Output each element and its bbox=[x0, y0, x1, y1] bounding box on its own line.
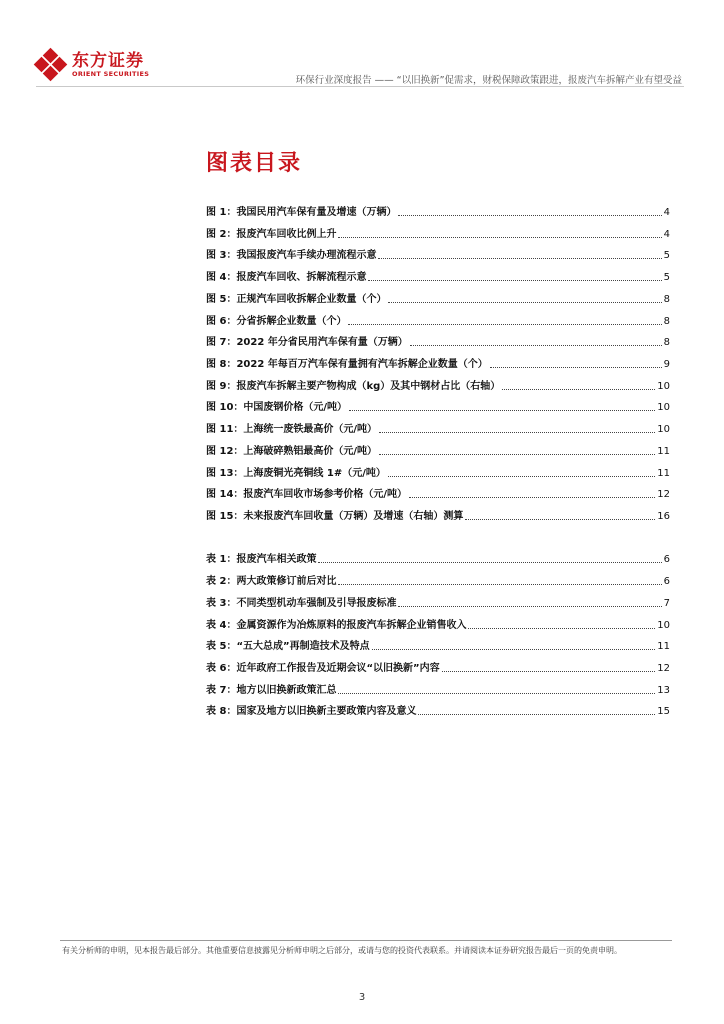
dot-leader bbox=[490, 367, 662, 368]
company-logo bbox=[36, 50, 149, 80]
toc-entry-figure-12[interactable] bbox=[206, 442, 670, 458]
dot-leader bbox=[388, 476, 655, 477]
dot-leader bbox=[465, 519, 655, 520]
toc-entry-table-6[interactable] bbox=[206, 659, 670, 675]
dot-leader bbox=[418, 714, 655, 715]
toc-entry-label: 图 6：分省拆解企业数量（个） bbox=[206, 316, 347, 327]
dot-leader bbox=[398, 215, 661, 216]
toc-entry-label: 图 12：上海破碎熟铝最高价（元/吨） bbox=[206, 446, 378, 457]
toc-entry-page: 13 bbox=[657, 685, 670, 696]
dot-leader bbox=[378, 258, 661, 259]
toc-entry-figure-9[interactable] bbox=[206, 377, 670, 393]
toc-entry-page: 11 bbox=[657, 446, 670, 457]
dot-leader bbox=[338, 693, 655, 694]
dot-leader bbox=[318, 562, 661, 563]
toc-entry-figure-7[interactable] bbox=[206, 333, 670, 349]
toc-entry-figure-1[interactable] bbox=[206, 203, 670, 219]
toc-entry-figure-13[interactable] bbox=[206, 464, 670, 480]
toc-entry-page: 4 bbox=[663, 207, 670, 218]
toc-entry-label: 图 8：2022 年每百万汽车保有量拥有汽车拆解企业数量（个） bbox=[206, 359, 488, 370]
header-divider bbox=[36, 86, 684, 87]
toc-entry-page: 5 bbox=[663, 250, 670, 261]
dot-leader bbox=[442, 671, 656, 672]
dot-leader bbox=[502, 389, 655, 390]
logo-name-cn: 东方证券 bbox=[72, 50, 144, 71]
toc-entry-label: 表 8：国家及地方以旧换新主要政策内容及意义 bbox=[206, 706, 417, 717]
toc-entry-figure-10[interactable] bbox=[206, 398, 670, 414]
dot-leader bbox=[368, 280, 661, 281]
toc-entry-figure-5[interactable] bbox=[206, 290, 670, 306]
toc-entry-page: 8 bbox=[663, 316, 670, 327]
page-number: 3 bbox=[358, 992, 366, 1003]
toc-entry-table-8[interactable] bbox=[206, 702, 670, 718]
toc-entry-page: 16 bbox=[657, 511, 670, 522]
toc-entry-page: 12 bbox=[657, 663, 670, 674]
report-subtitle: 环保行业深度报告 —— “以旧换新”促需求，财税保障政策跟进，报废汽车拆解产业有望受益 bbox=[295, 75, 682, 86]
logo-name-en: ORIENT SECURITIES bbox=[72, 69, 150, 78]
toc-title: 图表目录 bbox=[206, 151, 303, 176]
toc-entry-label: 表 2：两大政策修订前后对比 bbox=[206, 576, 337, 587]
toc-entry-table-3[interactable] bbox=[206, 594, 670, 610]
toc-entry-label: 表 5：“五大总成”再制造技术及特点 bbox=[206, 641, 370, 652]
toc-entry-label: 图 13：上海废铜光亮铜线 1#（元/吨） bbox=[206, 468, 386, 479]
toc-entry-figure-3[interactable] bbox=[206, 246, 670, 262]
toc-entry-label: 表 3：不同类型机动车强制及引导报废标准 bbox=[206, 598, 397, 609]
toc-entry-page: 9 bbox=[663, 359, 670, 370]
toc-entry-page: 10 bbox=[657, 620, 670, 631]
toc-entry-figure-8[interactable] bbox=[206, 355, 670, 371]
dot-leader bbox=[468, 628, 655, 629]
toc-entry-page: 4 bbox=[663, 229, 670, 240]
toc-entry-label: 图 5：正规汽车回收拆解企业数量（个） bbox=[206, 294, 387, 305]
toc-entry-page: 12 bbox=[657, 489, 670, 500]
toc-entry-table-5[interactable] bbox=[206, 637, 670, 653]
dot-leader bbox=[379, 454, 655, 455]
dot-leader bbox=[338, 584, 661, 585]
toc-entry-label: 图 7：2022 年分省民用汽车保有量（万辆） bbox=[206, 337, 408, 348]
dot-leader bbox=[388, 302, 661, 303]
toc-entry-page: 10 bbox=[657, 381, 670, 392]
toc-entry-figure-11[interactable] bbox=[206, 420, 670, 436]
dot-leader bbox=[338, 237, 661, 238]
toc-entry-table-7[interactable] bbox=[206, 681, 670, 697]
disclaimer-note: 有关分析师的申明，见本报告最后部分。其他重要信息披露见分析师申明之后部分，或请与您的投资代表联系。并请阅读本证券研究报告最后一页的免责申明。 bbox=[62, 946, 622, 955]
dot-leader bbox=[379, 432, 655, 433]
dot-leader bbox=[349, 410, 655, 411]
toc-entry-figure-14[interactable] bbox=[206, 485, 670, 501]
toc-entry-figure-4[interactable] bbox=[206, 268, 670, 284]
logo-mark-icon bbox=[36, 50, 66, 80]
toc-entry-label: 表 7：地方以旧换新政策汇总 bbox=[206, 685, 337, 696]
toc-entry-figure-6[interactable] bbox=[206, 312, 670, 328]
dot-leader bbox=[398, 606, 661, 607]
dot-leader bbox=[409, 497, 655, 498]
toc-entry-label: 图 2：报废汽车回收比例上升 bbox=[206, 229, 337, 240]
toc-entry-table-4[interactable] bbox=[206, 616, 670, 632]
toc-entry-page: 10 bbox=[657, 424, 670, 435]
toc-entry-label: 图 11：上海统一废铁最高价（元/吨） bbox=[206, 424, 378, 435]
toc-entry-page: 11 bbox=[657, 641, 670, 652]
toc-entry-page: 10 bbox=[657, 402, 670, 413]
toc-entry-page: 7 bbox=[663, 598, 670, 609]
toc-entry-label: 表 6：近年政府工作报告及近期会议“以旧换新”内容 bbox=[206, 663, 440, 674]
toc-entry-table-2[interactable] bbox=[206, 572, 670, 588]
toc-entry-page: 6 bbox=[663, 554, 670, 565]
dot-leader bbox=[372, 649, 656, 650]
dot-leader bbox=[410, 345, 662, 346]
toc-entry-label: 图 1：我国民用汽车保有量及增速（万辆） bbox=[206, 207, 397, 218]
toc-entry-page: 15 bbox=[657, 706, 670, 717]
toc-entry-page: 8 bbox=[663, 294, 670, 305]
toc-entry-label: 图 10：中国废钢价格（元/吨） bbox=[206, 402, 348, 413]
toc-entry-page: 5 bbox=[663, 272, 670, 283]
toc-entry-figure-15[interactable] bbox=[206, 507, 670, 523]
toc-entry-label: 表 1：报废汽车相关政策 bbox=[206, 554, 317, 565]
toc-entry-page: 8 bbox=[663, 337, 670, 348]
footer-divider bbox=[60, 940, 672, 941]
toc-entry-label: 图 9：报废汽车拆解主要产物构成（kg）及其中钢材占比（右轴） bbox=[206, 381, 501, 392]
toc-entry-page: 11 bbox=[657, 468, 670, 479]
toc-entry-label: 图 4：报废汽车回收、拆解流程示意 bbox=[206, 272, 367, 283]
dot-leader bbox=[348, 324, 661, 325]
toc-entry-label: 图 15：未来报废汽车回收量（万辆）及增速（右轴）测算 bbox=[206, 511, 464, 522]
toc-entry-label: 图 14：报废汽车回收市场参考价格（元/吨） bbox=[206, 489, 408, 500]
toc-entry-label: 图 3：我国报废汽车手续办理流程示意 bbox=[206, 250, 377, 261]
toc-entry-page: 6 bbox=[663, 576, 670, 587]
toc-entry-table-1[interactable] bbox=[206, 550, 670, 566]
toc-entry-label: 表 4：金属资源作为冶炼原料的报废汽车拆解企业销售收入 bbox=[206, 620, 467, 631]
toc-entry-figure-2[interactable] bbox=[206, 225, 670, 241]
